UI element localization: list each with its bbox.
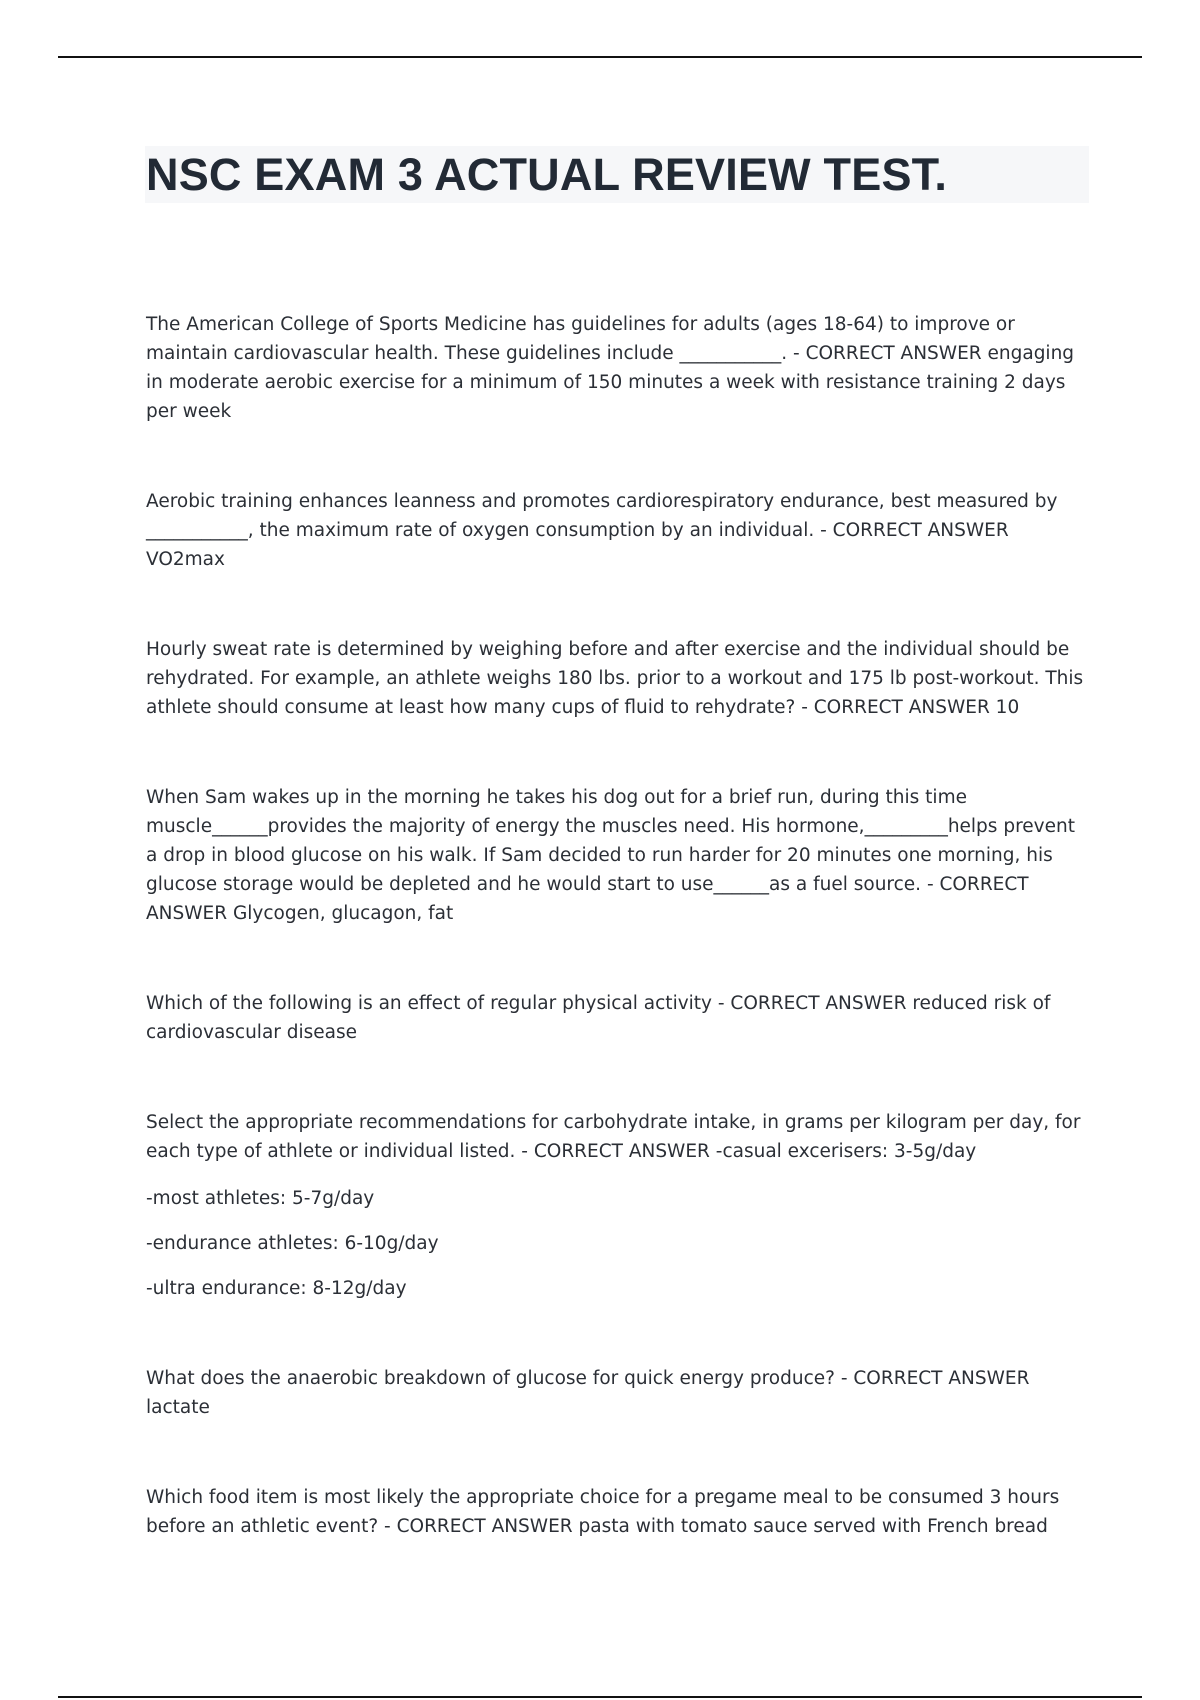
bottom-rule xyxy=(58,1696,1142,1698)
qa-item xyxy=(146,487,1090,574)
qa-text: What does the anaerobic breakdown of glucose for quick energy produce? - CORRECT ANSWER lactate xyxy=(146,1368,1030,1418)
qa-text: Select the appropriate recommendations for carbohydrate intake, in grams per kilogram per day, for each type of athlete or individual listed. - CORRECT ANSWER -casual excerisers: 3-5g/day xyxy=(146,1111,1081,1162)
answer-sub-line: -most athletes: 5-7g/day xyxy=(146,1188,375,1209)
qa-item xyxy=(146,783,1090,928)
qa-text: The American College of Sports Medicine has guidelines for adults (ages 18-64) to improve or maintain cardiovascular health. These guidelines include ___________. - CORRECT ANSWER engaging in moderate aerobic exercise for a minimum of 150 minutes a week with resistance training 2 days per week xyxy=(146,313,1075,422)
qa-text: Aerobic training enhances leanness and promotes cardiorespiratory endurance, best measured by ___________, the maximum rate of oxygen consumption by an individual. - CORRECT ANSWER VO2max xyxy=(146,490,1058,570)
qa-text: When Sam wakes up in the morning he takes his dog out for a brief run, during this time muscle______provides the majority of energy the muscles need. His hormone,_________helps prevent a drop in blood glucose on his walk. If Sam decided to run harder for 20 minutes one morning, his glucose storage would be depleted and he would start to use______as a fuel source. - CORRECT ANSWER Glycogen, glucagon, fat xyxy=(146,786,1075,924)
qa-item xyxy=(146,635,1090,722)
qa-text: Which of the following is an effect of regular physical activity - CORRECT ANSWER reduced risk of cardiovascular disease xyxy=(146,992,1051,1043)
qa-item xyxy=(146,1364,1090,1422)
qa-item xyxy=(146,310,1090,426)
answer-sub-line: -endurance athletes: 6-10g/day xyxy=(146,1233,439,1254)
qa-text: Hourly sweat rate is determined by weighing before and after exercise and the individual should be rehydrated. For example, an athlete weighs 180 lbs. prior to a workout and 175 lb post-workout. This athlete should consume at least how many cups of fluid to rehydrate? - CORRECT ANSWER 10 xyxy=(146,638,1084,718)
qa-list xyxy=(146,291,1090,1560)
qa-text: Which food item is most likely the appropriate choice for a pregame meal to be consumed 3 hours before an athletic event? - CORRECT ANSWER pasta with tomato sauce served with French bread xyxy=(146,1487,1060,1537)
answer-sub-line: -ultra endurance: 8-12g/day xyxy=(146,1278,407,1299)
page-title: NSC EXAM 3 ACTUAL REVIEW TEST. xyxy=(146,149,948,200)
qa-item xyxy=(146,1483,1090,1541)
top-rule xyxy=(58,56,1142,58)
qa-item xyxy=(146,1108,1090,1304)
qa-item xyxy=(146,989,1090,1047)
